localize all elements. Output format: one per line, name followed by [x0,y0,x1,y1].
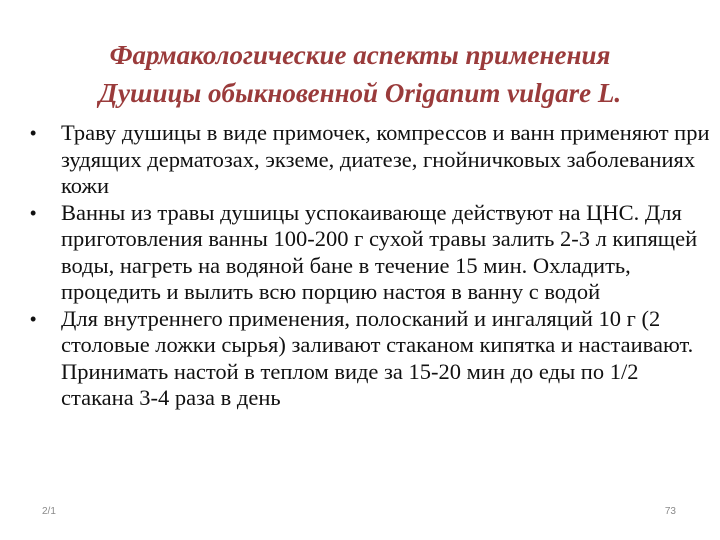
bullet-icon: • [30,308,37,329]
footer-date: 2/1 [42,506,56,517]
bullet-icon: • [30,123,37,143]
slide-title [30,36,690,112]
bullet-text-1: Траву душицы в виде примочек, компрессов и ванн применяют при зудящих дерматозах, экземе, диатезе, гнойничковых заболеваниях кожи [61,120,710,198]
bullet-list [28,120,714,412]
bullet-item-3 [28,306,714,412]
bullet-item-2 [28,200,714,306]
bullet-text-3: Для внутреннего применения, полосканий и ингаляций 10 г (2 столовые ложки сырья) заливают стаканом кипятка и настаивают. Принимать настой в теплом виде за 15-20 мин до еды по 1/2 стакана 3-4 раза в день [61,305,694,410]
bullet-item-1 [28,120,714,200]
slide-title-line-2: Душицы обыкновенной Origanum vulgare L. [98,78,622,108]
page-number: 73 [664,506,676,517]
bullet-text-2: Ванны из травы душицы успокаивающе действуют на ЦНС. Для приготовления ванны 100-200 г сухой травы залить 2-3 л кипящей воды, нагреть на водяной бане в течение 15 мин. Охладить, процедить и вылить всю порцию настоя в ванну с водой [61,199,698,304]
slide-title-line-1: Фармакологические аспекты применения [109,40,611,70]
bullet-icon: • [30,202,37,223]
